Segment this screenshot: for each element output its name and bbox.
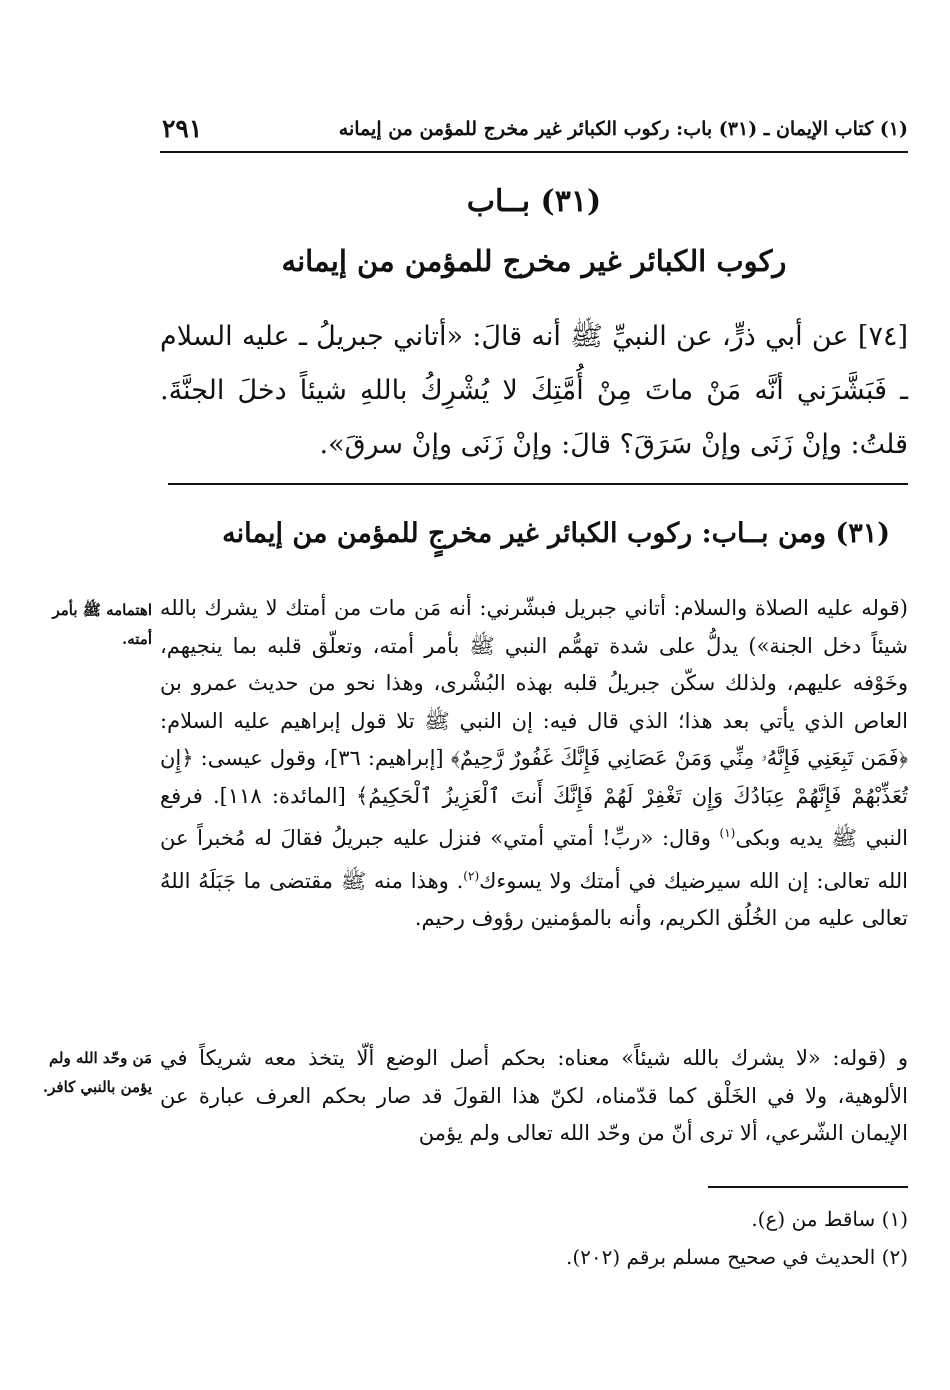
chapter-number: (٣١) بــاب xyxy=(466,184,602,219)
margin-note: مَن وحّد الله ولم يؤمن بالنبي كافر. xyxy=(42,1049,152,1096)
section-divider xyxy=(168,483,908,485)
footnote-ref: (٢) xyxy=(463,868,480,883)
commentary-text: (قوله عليه الصلاة والسلام: أتاني جبريل فبشّرني: أنه مَن مات من أمتك لا يشرك بالله شيئاً دخل الجنة») يدلُّ على شدة تهمُّم النبي ﷺ بأمر أمته، وتعلّق قلبه بما ينجيهم، وخَوْفه عليهم، ولذلك سكّن جبريلُ قلبه بهذه البُشْرى، وهذا نحو من حديث عمرو بن العاص الذي يأتي بعد هذا؛ الذي قال فيه: إن النبي ﷺ تلا قول إبراهيم عليه السلام: ﴿فَمَن تَبِعَنِي فَإِنَّهُۥ مِنِّي وَمَنْ عَصَانِي فَإِنَّكَ غَفُورٌ رَّحِيمٌ﴾ [إبراهيم: ٣٦]، وقول عيسى: ﴿إِن تُعَذِّبْهُمْ فَإِنَّهُمْ عِبَادُكَ وَإِن تَغْفِرْ لَهُمْ فَإِنَّكَ أَنتَ ٱلْعَزِيزُ ٱلْحَكِيمُ﴾ [المائدة: ١١٨]. فرفع النبي ﷺ يديه وبكى xyxy=(160,596,908,850)
page-number: ٢٩١ xyxy=(162,114,203,143)
hadith-text: [٧٤] عن أبي ذرٍّ، عن النبيِّ ﷺ أنه قالَ: «أتاني جبريلُ ـ عليه السلام ـ فَبَشَّرَني أنَّه مَنْ ماتَ مِنْ أُمَّتِكَ لا يُشْرِكُ باللهِ شيئاً دخلَ الجنَّةَ. قلتُ: وإنْ زَنَى وإنْ سَرَقَ؟ قالَ: وإنْ زَنَى وإنْ سرقَ». xyxy=(160,321,908,460)
running-header-title: (١) كتاب الإيمان ـ (٣١) باب: ركوب الكبائر غير مخرج للمؤمن من إيمانه xyxy=(338,118,908,140)
chapter-title: ركوب الكبائر غير مخرج للمؤمن من إيمانه xyxy=(281,244,787,278)
footnote: (٢) الحديث في صحيح مسلم برقم (٢٠٢). xyxy=(565,1245,908,1269)
footnote: (١) ساقط من (ع). xyxy=(751,1207,908,1231)
margin-note: اهتمامه ﷺ بأمر أمته. xyxy=(52,601,152,648)
commentary-heading: (٣١) ومن بــاب: ركوب الكبائر غير مخرجٍ للمؤمن من إيمانه xyxy=(222,518,890,549)
footnotes xyxy=(160,1200,908,1276)
footnote-ref: (١) xyxy=(719,826,736,840)
running-header xyxy=(160,112,908,150)
commentary-paragraph xyxy=(160,590,908,938)
commentary-text: وقال: «ربِّ! أمتي أمتي» فنزل عليه جبريلُ فقالَ له مُخبراً عن الله تعالى: إن الله سيرضيك في أمتك ولا يسوءك xyxy=(160,826,909,893)
commentary-paragraph: و (قوله: «لا يشرك بالله شيئاً» معناه: بحكم أصل الوضع ألّا يتخذ معه شريكاً في الألوهية، ولا في الخَلْق كما قدّمناه، لكنّ هذا القولَ قد صار بحكم العرف عبارة عن الإيمان الشّرعي، ألا ترى أنّ من وحّد الله تعالى ولم يؤمن xyxy=(160,1046,908,1145)
header-rule xyxy=(160,151,908,153)
commentary-text: . وهذا منه ﷺ مقتضى ما جَبَلَهُ اللهُ تعالى عليه من الخُلُق الكريم، وأنه بالمؤمنين رؤوف رحيم. xyxy=(160,868,908,930)
footnote-rule xyxy=(708,1186,908,1188)
